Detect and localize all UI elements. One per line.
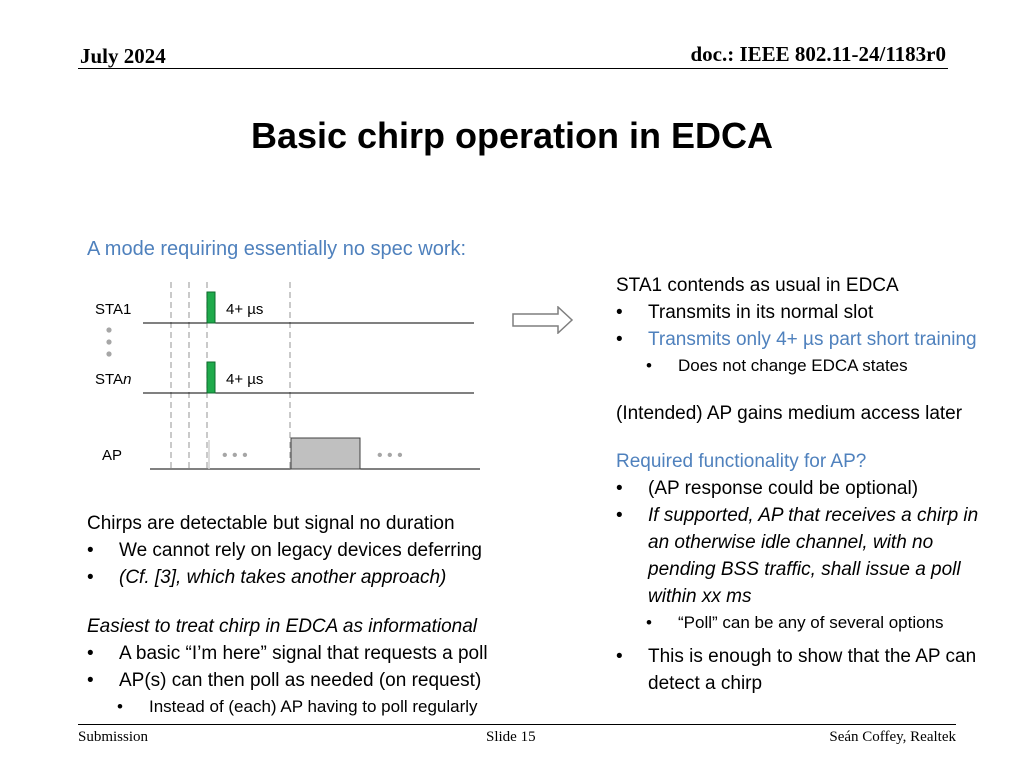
sta1-contends-heading: STA1 contends as usual in EDCA	[616, 275, 899, 296]
right-arrow-icon	[512, 306, 574, 334]
required-sub-bullet: • “Poll” can be any of several options	[646, 613, 944, 632]
header-doc-id: doc.: IEEE 802.11-24/1183r0	[690, 42, 946, 66]
ap-label: AP	[102, 447, 123, 464]
chirps-bullet-2: • (Cf. [3], which takes another approach)	[87, 567, 447, 588]
ap-ellipsis-2: • • •	[377, 447, 403, 464]
easiest-heading: Easiest to treat chirp in EDCA as informational	[87, 616, 478, 637]
footer-slide-number: Slide 15	[486, 729, 536, 745]
ellipsis-dot-1	[106, 327, 111, 332]
sta1-bullet-list	[616, 299, 1016, 378]
chirps-heading: Chirps are detectable but signal no duration	[87, 513, 455, 534]
easiest-bullet-list	[87, 640, 537, 719]
sta1-bullet-1: • Transmits in its normal slot	[616, 302, 874, 323]
required-heading: Required functionality for AP?	[616, 451, 867, 472]
final-bullet: • This is enough to show that the AP can detect a chirp	[616, 646, 977, 694]
easiest-bullet-1: • A basic “I’m here” signal that requests a poll	[87, 643, 488, 664]
header-date: July 2024	[80, 44, 166, 68]
ap-access-text: (Intended) AP gains medium access later	[616, 403, 963, 424]
stan-chirp-duration: 4+ µs	[226, 371, 264, 388]
stan-chirp	[207, 362, 215, 393]
chirps-bullet-list	[87, 537, 527, 591]
required-bullet-list	[616, 475, 1016, 697]
slide-title: Basic chirp operation in EDCA	[250, 115, 774, 156]
footer-submission: Submission	[78, 729, 149, 745]
sta1-chirp	[207, 292, 215, 323]
left-subtitle: A mode requiring essentially no spec work:	[87, 238, 467, 260]
ap-ellipsis-1: • • •	[222, 447, 248, 464]
footer-author: Seán Coffey, Realtek	[829, 729, 956, 745]
chirps-bullet-1: • We cannot rely on legacy devices deferring	[87, 540, 482, 561]
ellipsis-dot-2	[106, 339, 111, 344]
footer-divider	[78, 724, 956, 725]
sta1-chirp-duration: 4+ µs	[226, 301, 264, 318]
stan-label: STAn	[95, 371, 132, 388]
easiest-bullet-2: • AP(s) can then poll as needed (on request)	[87, 670, 482, 691]
easiest-sub-bullet: • Instead of (each) AP having to poll regularly	[117, 697, 478, 716]
chirp-timing-diagram	[80, 270, 500, 485]
sta1-label: STA1	[95, 301, 132, 318]
ellipsis-dot-3	[106, 351, 111, 356]
sta1-sub-bullet: • Does not change EDCA states	[646, 356, 908, 375]
required-bullet-2: • If supported, AP that receives a chirp in an otherwise idle channel, with no pending BSS traffic, shall issue a poll within xx ms	[616, 505, 979, 607]
header-divider	[78, 68, 948, 69]
required-bullet-1: • (AP response could be optional)	[616, 478, 919, 499]
sta1-bullet-2: • Transmits only 4+ µs part short training	[616, 329, 977, 350]
ap-poll-frame	[291, 438, 360, 469]
